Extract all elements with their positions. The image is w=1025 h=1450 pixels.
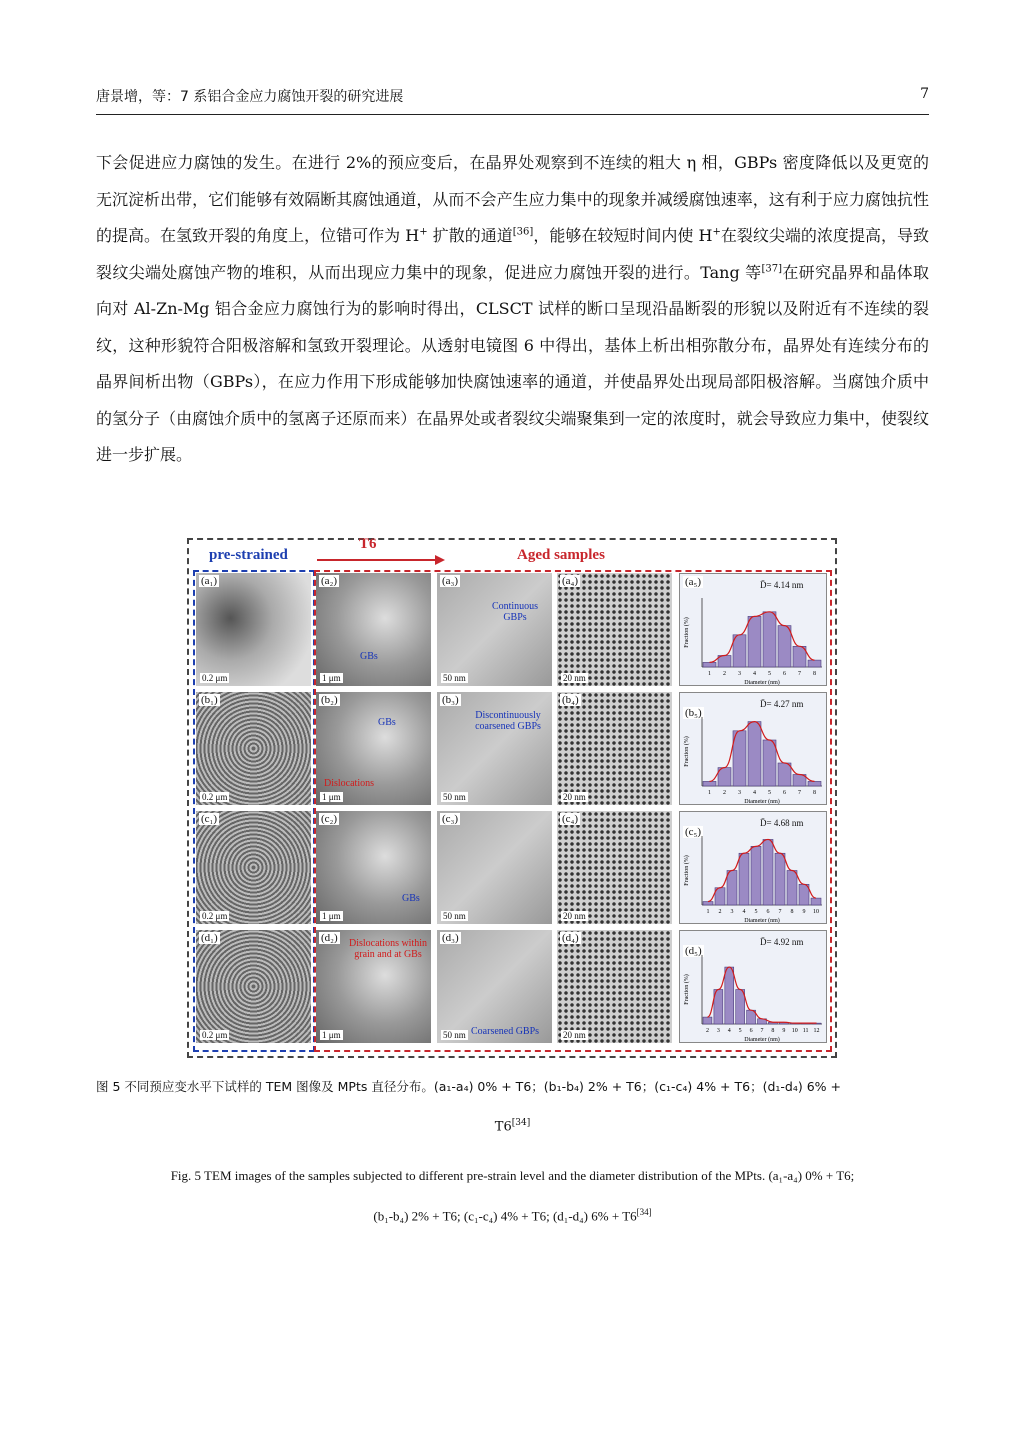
- x-tick-label: 7: [760, 1028, 764, 1034]
- body-text-2: 扩散的通道: [427, 226, 513, 245]
- histogram-bar: [748, 616, 761, 667]
- histogram-bar: [808, 781, 821, 786]
- x-tick-label: 1: [708, 790, 711, 796]
- figure-5: [187, 538, 837, 1058]
- superscript: +: [712, 226, 721, 238]
- x-tick-label: 1: [706, 909, 710, 915]
- y-axis-label: Fraction (%): [684, 974, 690, 1005]
- scale-bar: 20 nm: [563, 911, 586, 921]
- body-text-5: 在研究晶界和晶体取向对 Al-Zn-Mg 铝合金应力腐蚀行为的影响时得出，CLSCT 试样的断口呈现沿晶断裂的形貌以及附近有不连续的裂纹，这种形貌符合阳极溶解和氢致开裂理论。从透射电镜图 6 中得出，基体上析出相弥散分布，晶界处有连续分布的晶界间析出物（GBPs），在应力作用下形成能够加快腐蚀速率的通道，并使晶界处出现局部阳极溶解。当腐蚀介质中的氢分子（由腐蚀介质中的氢离子还原而来）在晶界处或者裂纹尖端聚集到一定的浓度时，就会导致应力集中，使裂纹进一步扩展。: [96, 262, 929, 464]
- scale-bar: 20 nm: [563, 792, 586, 802]
- y-axis-label: Fraction (%): [684, 736, 690, 767]
- annotation-coarsened-gbps: Coarsened GBPs: [471, 1026, 540, 1037]
- caption-en-line2-wrap: [96, 1194, 929, 1234]
- aged-label: Aged samples: [517, 547, 605, 563]
- figure-caption-en: [96, 1158, 929, 1234]
- running-title: 唐景增，等：7 系铝合金应力腐蚀开裂的研究进展: [96, 89, 404, 105]
- x-tick-label: 6: [783, 790, 786, 796]
- histogram-b5: [679, 692, 827, 805]
- tem-panel-b2: [316, 692, 431, 805]
- tem-panel-a1: [196, 573, 311, 686]
- gaussian-fit-curve: [707, 967, 816, 1023]
- tem-panel-d4: [557, 930, 672, 1043]
- x-tick-label: 5: [768, 671, 771, 677]
- mean-diameter: D̄= 4.14 nm: [760, 580, 804, 590]
- x-tick-label: 4: [753, 790, 756, 796]
- histogram-bar: [763, 839, 773, 905]
- annotation-gbs: GBs: [402, 893, 420, 904]
- x-tick-label: 8: [790, 909, 794, 915]
- caption-en-line1: Fig. 5 TEM images of the samples subjected to different pre-strain level and the diameter distribution of the MPts. (a₁-a₄) 0% + T6;: [170, 1168, 855, 1183]
- panel-label: (d₃): [442, 932, 459, 944]
- histogram-bar: [727, 871, 737, 906]
- mean-diameter: D̄= 4.92 nm: [760, 937, 804, 947]
- histogram-svg: [680, 693, 827, 805]
- x-tick-label: 4: [742, 909, 746, 915]
- x-tick-label: 3: [738, 790, 741, 796]
- x-tick-label: 1: [708, 671, 711, 677]
- tem-panel-b4: [557, 692, 672, 805]
- x-tick-label: 8: [813, 671, 816, 677]
- annotation-continuous-gbps: Continuous GBPs: [491, 601, 539, 623]
- t6-arrow: [317, 554, 447, 566]
- x-tick-label: 10: [813, 909, 819, 915]
- scale-bar: 20 nm: [563, 673, 586, 683]
- scale-bar: 0.2 μm: [202, 911, 228, 921]
- histogram-bar: [725, 967, 734, 1024]
- scale-bar: 50 nm: [443, 1030, 466, 1040]
- panel-label: (d₅): [685, 945, 702, 957]
- histogram-bar: [703, 662, 716, 667]
- histogram-bar: [775, 853, 785, 905]
- x-tick-label: 12: [813, 1028, 820, 1034]
- histogram-a5: [679, 573, 827, 686]
- citation-37[interactable]: [37]: [761, 263, 783, 275]
- mean-diameter: D̄= 4.68 nm: [760, 818, 804, 828]
- tem-panel-c4: [557, 811, 672, 924]
- x-tick-label: 3: [738, 671, 741, 677]
- caption-en-line2: (b₁-b₄) 2% + T6; (c₁-c₄) 4% + T6; (d₁-d₄) 6% + T6: [373, 1208, 637, 1224]
- scale-bar: 0.2 μm: [202, 792, 228, 802]
- panel-label: (a₂): [321, 575, 338, 587]
- x-tick-label: 5: [754, 909, 758, 915]
- panel-label: (c₃): [442, 813, 459, 825]
- panel-label: (b₂): [321, 694, 338, 706]
- x-tick-label: 7: [798, 671, 801, 677]
- panel-label: (d₁): [201, 932, 218, 944]
- citation-36[interactable]: [36]: [512, 226, 534, 238]
- x-tick-label: 5: [768, 790, 771, 796]
- histogram-bar: [778, 763, 791, 786]
- page-number: 7: [920, 86, 929, 102]
- x-tick-label: 4: [753, 671, 756, 677]
- x-tick-label: 2: [723, 671, 726, 677]
- panel-label: (b₅): [685, 707, 702, 719]
- annotation-dislocations: Dislocations: [324, 778, 374, 789]
- panel-label: (b₁): [201, 694, 218, 706]
- mean-diameter: D̄= 4.27 nm: [760, 699, 804, 709]
- x-tick-label: 2: [718, 909, 722, 915]
- histogram-bar: [736, 990, 745, 1025]
- scale-bar: 0.2 μm: [202, 1030, 228, 1040]
- t6-label: T6: [359, 536, 377, 552]
- histogram-bar: [751, 846, 761, 905]
- x-tick-label: 2: [723, 790, 726, 796]
- tem-panel-c2: [316, 811, 431, 924]
- panel-label: (b₄): [562, 694, 579, 706]
- caption-cn-line1: 图 5 不同预应变水平下试样的 TEM 图像及 MPts 直径分布。(a₁-a₄) 0% + T6；(b₁-b₄) 2% + T6；(c₁-c₄) 4% + T6；(d₁-d₄) 6% +: [96, 1079, 841, 1094]
- tem-panel-c1: [196, 811, 311, 924]
- x-tick-label: 7: [778, 909, 782, 915]
- x-tick-label: 9: [782, 1028, 786, 1034]
- figure-caption-cn-cont: [0, 1118, 1025, 1134]
- x-tick-label: 6: [766, 909, 770, 915]
- panel-label: (c₅): [685, 826, 702, 838]
- body-text-1: 下会促进应力腐蚀的发生。在进行 2%的预应变后，在晶界处观察到不连续的粗大 η 相，GBPs 密度降低以及更宽的无沉淀析出带，它们能够有效隔断其腐蚀通道，从而不会产生应力集中的现象并减缓腐蚀速率，这有利于应力腐蚀抗性的提高。在氢致开裂的角度上，位错可作为 H: [96, 153, 929, 245]
- scale-bar: 1 μm: [322, 792, 341, 802]
- scale-bar: 1 μm: [322, 673, 341, 683]
- panel-label: (a₃): [442, 575, 459, 587]
- histogram-bar: [703, 1017, 712, 1024]
- caption-cn-line2: T6: [494, 1119, 512, 1135]
- x-axis-label: Diameter (nm): [744, 918, 780, 924]
- histogram-svg: [680, 812, 827, 924]
- histogram-bar: [739, 853, 749, 905]
- histogram-bar: [787, 871, 797, 906]
- histogram-bar: [748, 722, 761, 786]
- tem-panel-a4: [557, 573, 672, 686]
- body-text-3: ，能够在较短时间内使 H: [533, 226, 713, 245]
- panel-label: (d₄): [562, 932, 579, 944]
- histogram-c5: [679, 811, 827, 924]
- histogram-bar: [811, 898, 821, 905]
- x-tick-label: 5: [738, 1028, 742, 1034]
- histogram-d5: [679, 930, 827, 1043]
- panel-label: (c₄): [562, 813, 579, 825]
- annotation-discontinuous-gbps: Discontinuously coarsened GBPs: [475, 710, 541, 732]
- body-text-4: 在裂纹尖端的浓度提高，导致裂纹尖端处腐蚀产物的堆积，从而出现应力集中的现象，促进应力腐蚀开裂的进行。Tang 等: [96, 226, 929, 282]
- annotation-gbs: GBs: [360, 651, 378, 662]
- header-rule: [96, 114, 929, 115]
- scale-bar: 0.2 μm: [202, 673, 228, 683]
- x-tick-label: 8: [771, 1028, 775, 1034]
- histogram-bar: [763, 740, 776, 786]
- scale-bar: 50 nm: [443, 673, 466, 683]
- tem-panel-a2: [316, 573, 431, 686]
- x-tick-label: 10: [791, 1028, 798, 1034]
- tem-panel-c3: [437, 811, 552, 924]
- scale-bar: 1 μm: [322, 1030, 341, 1040]
- x-axis-label: Diameter (nm): [744, 799, 780, 805]
- panel-label: (d₂): [321, 932, 338, 944]
- x-tick-label: 7: [798, 790, 801, 796]
- panel-label: (c₂): [321, 813, 338, 825]
- x-tick-label: 9: [802, 909, 806, 915]
- prestrained-label: pre-strained: [209, 547, 288, 563]
- scale-bar: 50 nm: [443, 792, 466, 802]
- superscript: +: [419, 226, 428, 238]
- y-axis-label: Fraction (%): [684, 855, 690, 886]
- x-tick-label: 11: [802, 1028, 809, 1034]
- citation-34[interactable]: [34]: [636, 1207, 652, 1217]
- figure-caption-cn: [96, 1077, 929, 1095]
- histogram-bar: [808, 660, 821, 667]
- annotation-gbs: GBs: [378, 717, 396, 728]
- x-tick-label: 2: [705, 1028, 709, 1034]
- scale-bar: 50 nm: [443, 911, 466, 921]
- x-axis-label: Diameter (nm): [744, 680, 780, 686]
- x-tick-label: 6: [783, 671, 786, 677]
- tem-panel-d2: [316, 930, 431, 1043]
- page-header: [96, 80, 929, 114]
- x-axis-label: Diameter (nm): [744, 1037, 780, 1043]
- x-tick-label: 3: [716, 1028, 720, 1034]
- panel-label: (a₄): [562, 575, 579, 587]
- tem-panel-d3: [437, 930, 552, 1043]
- tem-panel-d1: [196, 930, 311, 1043]
- histogram-bar: [703, 781, 716, 786]
- histogram-svg: [680, 574, 827, 686]
- x-tick-label: 8: [813, 790, 816, 796]
- histogram-svg: [680, 931, 827, 1043]
- tem-panel-b1: [196, 692, 311, 805]
- body-paragraph: [96, 145, 929, 474]
- histogram-bar: [763, 612, 776, 667]
- panel-label: (a₅): [685, 576, 702, 588]
- annotation-dislocations-gbs: Dislocations within grain and at GBs: [348, 938, 428, 960]
- citation-34[interactable]: [34]: [511, 1118, 531, 1128]
- panel-label: (b₃): [442, 694, 459, 706]
- tem-panel-a3: [437, 573, 552, 686]
- y-axis-label: Fraction (%): [684, 617, 690, 648]
- panel-label: (a₁): [201, 575, 218, 587]
- panel-label: (c₁): [201, 813, 218, 825]
- x-tick-label: 4: [727, 1028, 731, 1034]
- x-tick-label: 6: [749, 1028, 753, 1034]
- scale-bar: 20 nm: [563, 1030, 586, 1040]
- scale-bar: 1 μm: [322, 911, 341, 921]
- tem-panel-b3: [437, 692, 552, 805]
- histogram-bar: [778, 626, 791, 667]
- x-tick-label: 3: [730, 909, 734, 915]
